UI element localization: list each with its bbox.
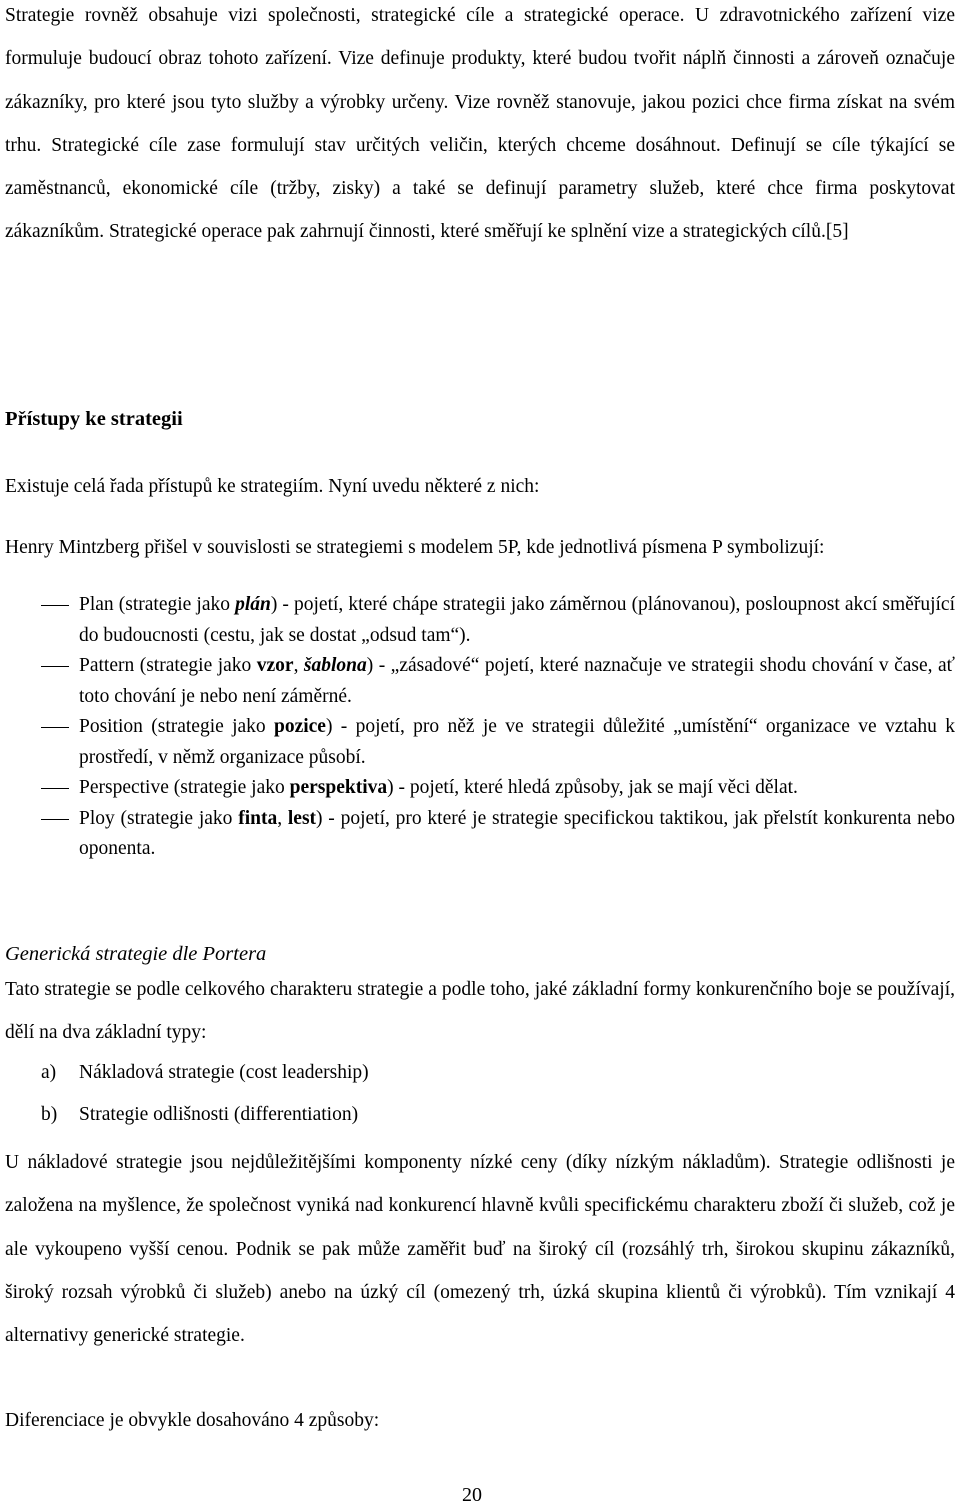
approaches-intro: Existuje celá řada přístupů ke strategiím. Nyní uvedu některé z nich: [5, 476, 540, 497]
list-item: Position (strategie jako pozice) - pojetí, pro něž je ve strategii důležité „umístění“ organizace ve vztahu k prostředí, v němž organizace působí. [5, 712, 955, 773]
section-heading: Přístupy ke strategii [5, 408, 183, 430]
five-p-list [5, 590, 955, 865]
dash-bullet [41, 819, 69, 820]
differentiation-line: Diferenciace je obvykle dosahováno 4 způsoby: [5, 1410, 380, 1431]
dash-bullet [41, 727, 69, 728]
type-text: Strategie odlišnosti (differentiation) [79, 1104, 359, 1125]
dash-bullet [41, 605, 69, 606]
list-item: Perspective (strategie jako perspektiva) - pojetí, které hledá způsoby, jak se mají věci dělat. [5, 773, 955, 804]
strategy-paragraph: Strategie rovněž obsahuje vizi společnosti, strategické cíle a strategické operace. U zdravotnického zařízení vize formuluje budoucí obraz tohoto zařízení. Vize definuje produkty, které budou tvořit náplň činnosti a zároveň označuje zákazníky, pro které jsou tyto služby a výrobky určeny. Vize rovněž stanovuje, jakou pozici chce firma získat na svém trhu. Strategické cíle zase formulují stav určitých veličin, kterých chceme dosáhnout. Definují se cíle týkající se zaměstnanců, ekonomické cíle (tržby, zisky) a také se definují parametry služeb, které chce firma poskytovat zákazníkům. Strategické operace pak zahrnují činnosti, které směřují ke splnění vize a strategických cílů.[5] [5, 5, 955, 243]
dash-bullet [41, 788, 69, 789]
mintzberg-paragraph: Henry Mintzberg přišel v souvislosti se strategiemi s modelem 5P, kde jednotlivá písmena P symbolizují: [5, 537, 825, 558]
porter-intro-paragraph: Tato strategie se podle celkového charakteru strategie a podle toho, jaké základní formy konkurenčního boje se používají, dělí na dva základní typy: [5, 979, 955, 1044]
dash-bullet [41, 666, 69, 667]
list-item: Pattern (strategie jako vzor, šablona) - „zásadové“ pojetí, které naznačuje ve strategii shodu chování v čase, ať toto chování je nebo není záměrné. [5, 651, 955, 712]
type-label: a) [41, 1062, 57, 1083]
list-item: Ploy (strategie jako finta, lest) - pojetí, pro které je strategie specifickou taktikou, jak přelstít konkurenta nebo oponenta. [5, 804, 955, 865]
list-item: Plan (strategie jako plán) - pojetí, které chápe strategii jako záměrnou (plánovanou), posloupnost akcí směřující do budoucnosti (cestu, jak se dostat „odsud tam“). [5, 590, 955, 651]
type-text: Nákladová strategie (cost leadership) [79, 1062, 369, 1083]
cost-strategy-paragraph: U nákladové strategie jsou nejdůležitějšími komponenty nízké ceny (díky nízkým nákladům). Strategie odlišnosti je založena na myšlence, že společnost vyniká nad konkurencí hlavně kvůli specifickému charakteru zboží či služeb, což je ale vykoupeno vyšší cenou. Podnik se pak může zaměřit buď na široký cíl (rozsáhlý trh, širokou skupinu zákazníků, široký rozsah výrobků či služeb) anebo na úzký cíl (omezený trh, úzká skupina klientů či výrobků). Tím vznikají 4 alternativy generické strategie. [5, 1152, 955, 1347]
page-number: 20 [462, 1484, 482, 1506]
porter-subheading: Generická strategie dle Portera [5, 943, 267, 965]
type-label: b) [41, 1104, 58, 1125]
